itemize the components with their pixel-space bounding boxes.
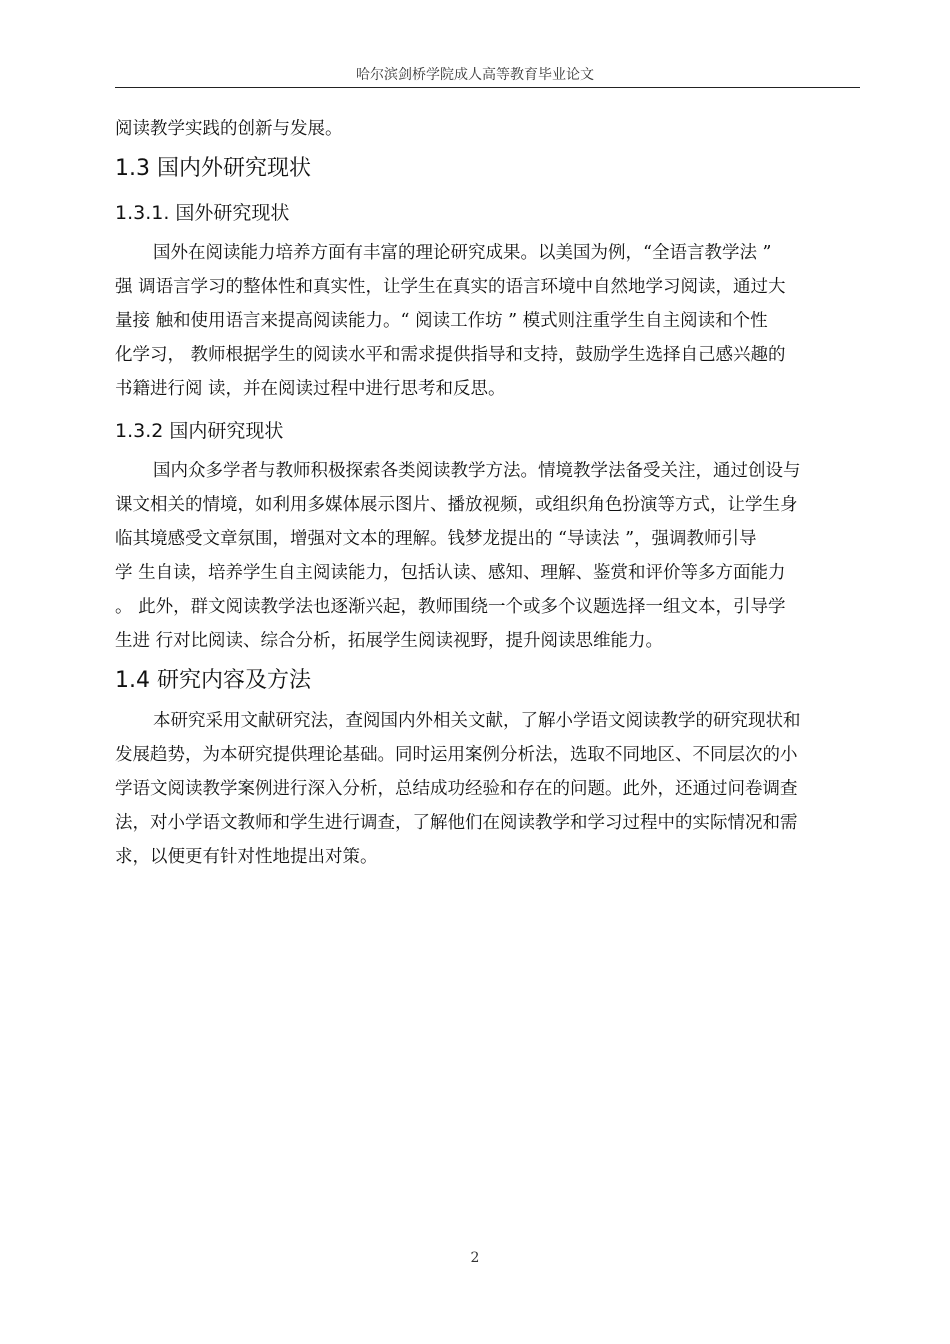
paragraph-domestic-research bbox=[115, 454, 860, 658]
paragraph-line: 书籍进行阅 读，并在阅读过程中进行思考和反思。 bbox=[115, 379, 506, 399]
paragraph-line: 求，以便更有针对性地提出对策。 bbox=[115, 847, 378, 867]
document-body bbox=[115, 112, 860, 874]
page-header: 哈尔滨剑桥学院成人高等教育毕业论文 bbox=[356, 67, 594, 83]
section-heading-1-3: 1.3 国内外研究现状 bbox=[115, 156, 311, 181]
paragraph-line: 学语文阅读教学案例进行深入分析，总结成功经验和存在的问题。此外，还通过问卷调查 bbox=[115, 779, 798, 799]
section-heading-1-4: 1.4 研究内容及方法 bbox=[115, 668, 311, 693]
paragraph-research-methods bbox=[115, 704, 860, 874]
paragraph-line: 生进 行对比阅读、综合分析，拓展学生阅读视野，提升阅读思维能力。 bbox=[115, 631, 664, 651]
paragraph-line: 。 此外，群文阅读教学法也逐渐兴起，教师围绕一个或多个议题选择一组文本，引导学 bbox=[115, 597, 786, 617]
section-heading-1-3-1: 1.3.1. 国外研究现状 bbox=[115, 202, 290, 224]
paragraph-line: 国外在阅读能力培养方面有丰富的理论研究成果。以美国为例，“全语言教学法 ” bbox=[153, 243, 772, 263]
paragraph-line: 量接 触和使用语言来提高阅读能力。“ 阅读工作坊 ” 模式则注重学生自主阅读和个性 bbox=[115, 311, 768, 331]
paragraph-line: 学 生自读，培养学生自主阅读能力，包括认读、感知、理解、鉴赏和评价等多方面能力 bbox=[115, 563, 786, 583]
paragraph-line: 强 调语言学习的整体性和真实性，让学生在真实的语言环境中自然地学习阅读，通过大 bbox=[115, 277, 786, 297]
page-number: 2 bbox=[470, 1250, 480, 1266]
paragraph-line: 发展趋势，为本研究提供理论基础。同时运用案例分析法，选取不同地区、不同层次的小 bbox=[115, 745, 798, 765]
paragraph-line: 化学习， 教师根据学生的阅读水平和需求提供指导和支持，鼓励学生选择自己感兴趣的 bbox=[115, 345, 786, 365]
paragraph-line: 本研究采用文献研究法，查阅国内外相关文献，了解小学语文阅读教学的研究现状和 bbox=[153, 711, 801, 731]
paragraph-foreign-research bbox=[115, 236, 860, 406]
paragraph-line: 国内众多学者与教师积极探索各类阅读教学方法。情境教学法备受关注，通过创设与 bbox=[153, 461, 801, 481]
paragraph-line: 阅读教学实践的创新与发展。 bbox=[115, 119, 343, 139]
paragraph-line: 法，对小学语文教师和学生进行调查，了解他们在阅读教学和学习过程中的实际情况和需 bbox=[115, 813, 798, 833]
header-rule bbox=[115, 87, 860, 88]
paragraph-line: 课文相关的情境，如利用多媒体展示图片、播放视频，或组织角色扮演等方式，让学生身 bbox=[115, 495, 798, 515]
paragraph-line: 临其境感受文章氛围，增强对文本的理解。钱梦龙提出的 “导读法 ”，强调教师引导 bbox=[115, 529, 757, 549]
section-heading-1-3-2: 1.3.2 国内研究现状 bbox=[115, 420, 284, 442]
